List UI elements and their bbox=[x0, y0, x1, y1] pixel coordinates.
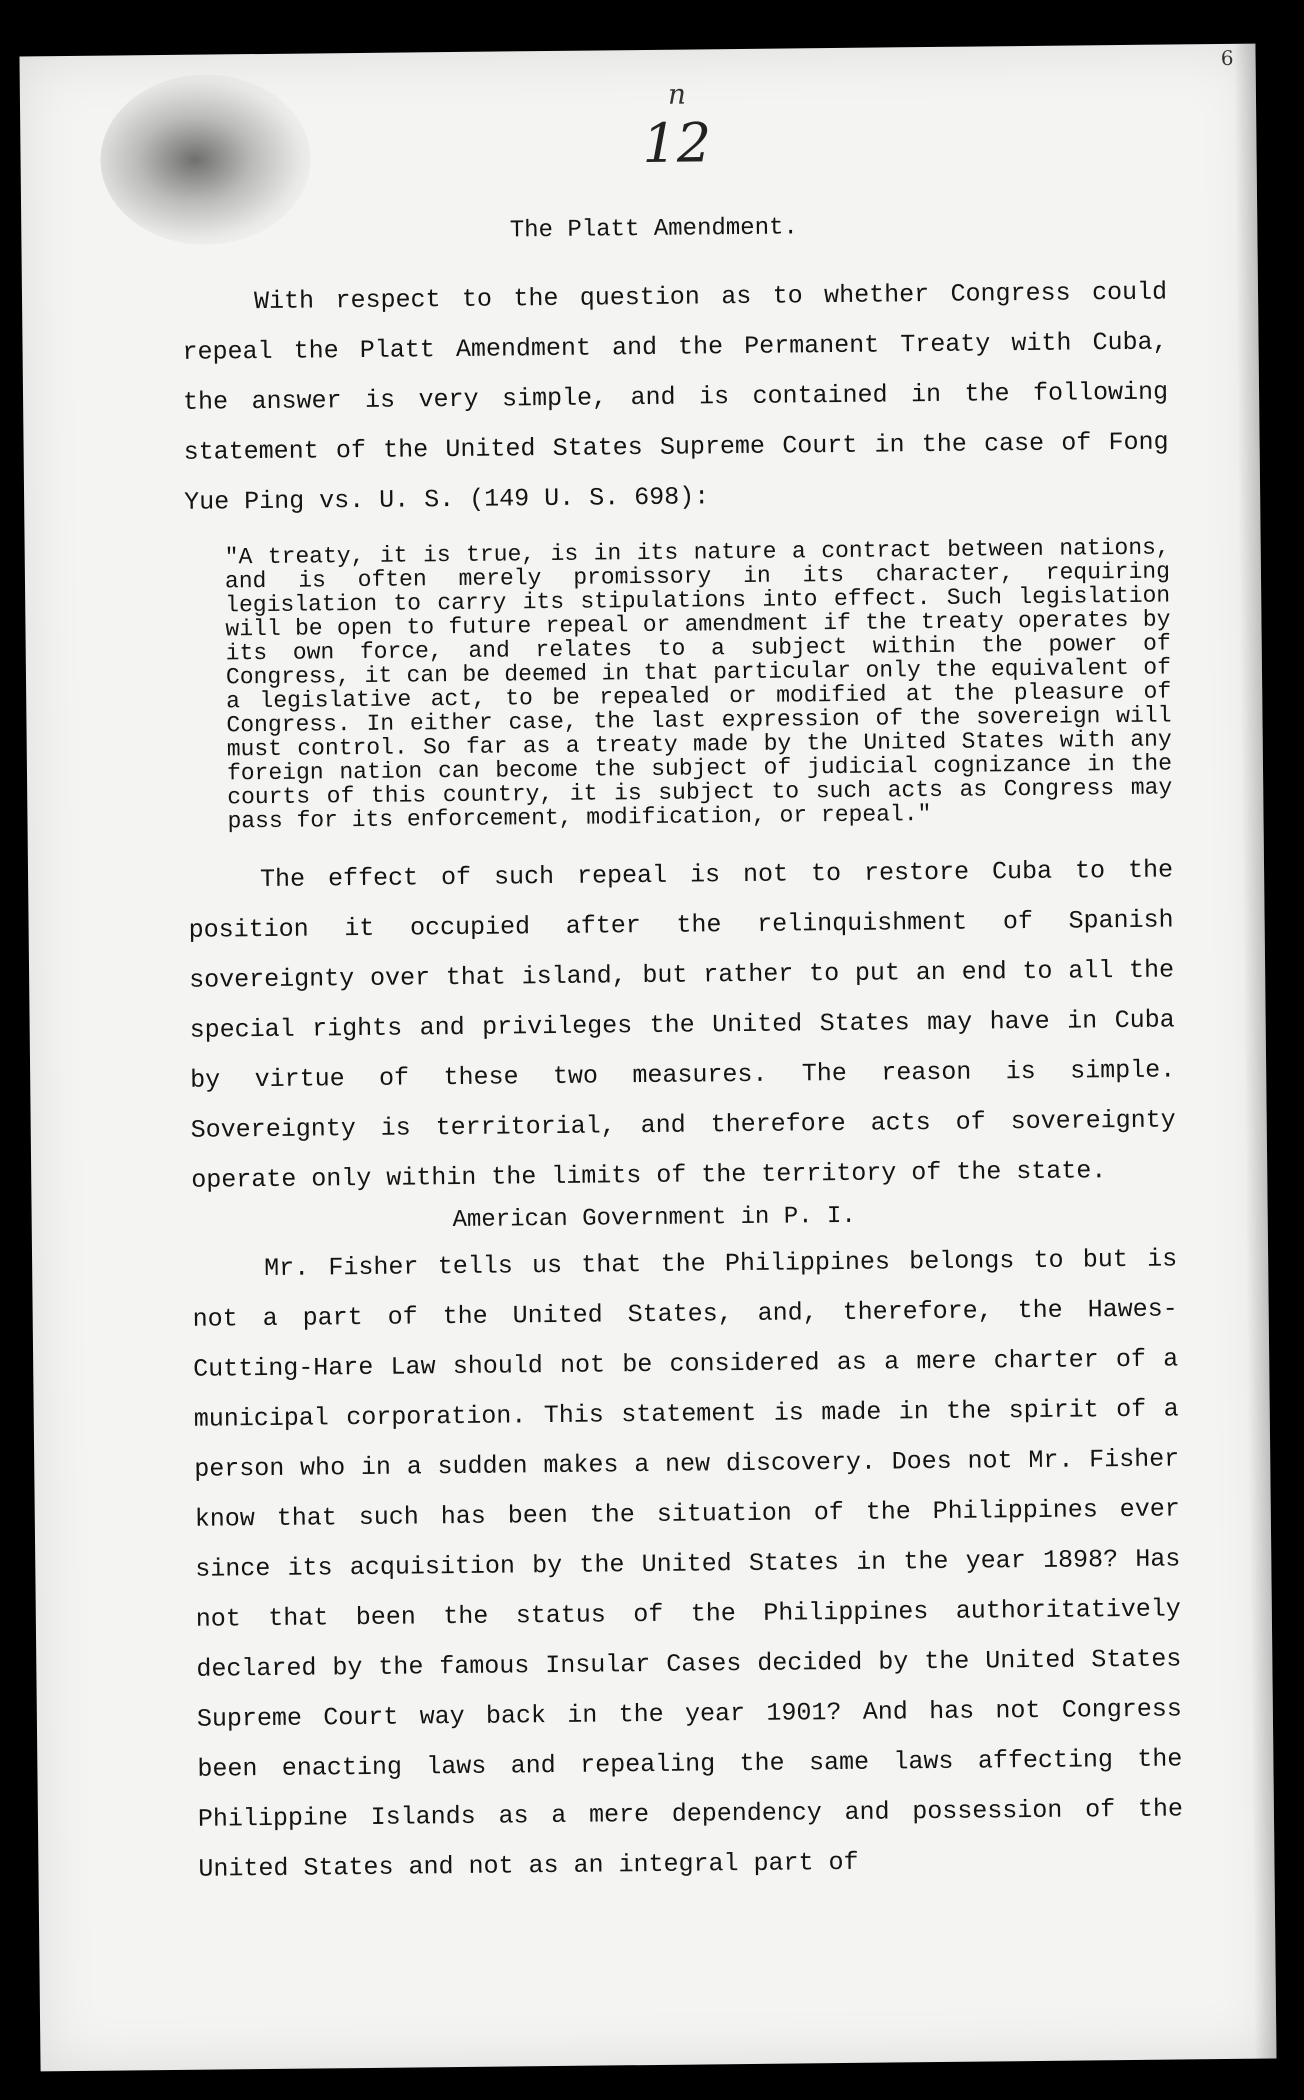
intro-paragraph: With respect to the question as to whether Congress could repeal the Platt Amendment and the Permanent Treaty with Cuba, the answer is very simple, and is contained in the following statement of the United States Supreme Court in the case of Fong Yue Ping vs. U. S. (149 U. S. 698): bbox=[182, 277, 1169, 517]
handwritten-page-number: 12 bbox=[642, 111, 712, 176]
section-heading: American Government in P. I. bbox=[452, 1202, 856, 1235]
repeal-effect-paragraph: The effect of such repeal is not to restore Cuba to the position it occupied after the relinquishment of Spanish sovereignty over that island, but rather to put an end to all the special rights and privileges the United States may have in Cuba by virtue of these two measures. The reason is simple. Sovereignty is territorial, and therefore acts of sovereignty operate only within the limits of the territory of the state. bbox=[188, 855, 1176, 1195]
document-body bbox=[181, 193, 1184, 1895]
page-edge-shadow bbox=[1233, 44, 1276, 2059]
supreme-court-quote: "A treaty, it is true, is in its nature a contract between nations, and is often merely promissory in its character, requiring legislation to carry its stipulations into effect. Such legislation will be open to future repeal or amendment if the treaty operates by its own force, and relates to a subject within the power of Congress, it can be deemed in that particular only the equivalent of a legislative act, to be repealed or modified at the pleasure of Congress. In either case, the last expression of the sovereign will must control. So far as a treaty made by the United States with any foreign nation can become the subject of judicial cognizance in the courts of this country, it is subject to such acts as Congress may pass for its enforcement, modification, or repeal." bbox=[224, 534, 1173, 835]
corner-mark: 6 bbox=[1220, 45, 1234, 70]
top-scribble: n bbox=[667, 77, 687, 111]
document-page bbox=[19, 44, 1276, 2072]
fisher-paragraph: Mr. Fisher tells us that the Philippines belongs to but is not a part of the United States, and, therefore, the Hawes-Cutting-Hare Law should not be considered as a mere charter of a municipal corporation. This statement is made in the spirit of a person who in a sudden makes a new discovery. Does not Mr. Fisher know that such has been the situation of the Philippines ever since its acquisition by the United States in the year 1898? Has not that been the status of the Philippines authoritatively declared by the famous Insular Cases decided by the United States Supreme Court way back in the year 1901? And has not Congress been enacting laws and repealing the same laws affecting the Philippine Islands as a mere dependency and possession of the United States and not as an integral part of bbox=[192, 1244, 1184, 1884]
page-title: The Platt Amendment. bbox=[509, 214, 798, 245]
